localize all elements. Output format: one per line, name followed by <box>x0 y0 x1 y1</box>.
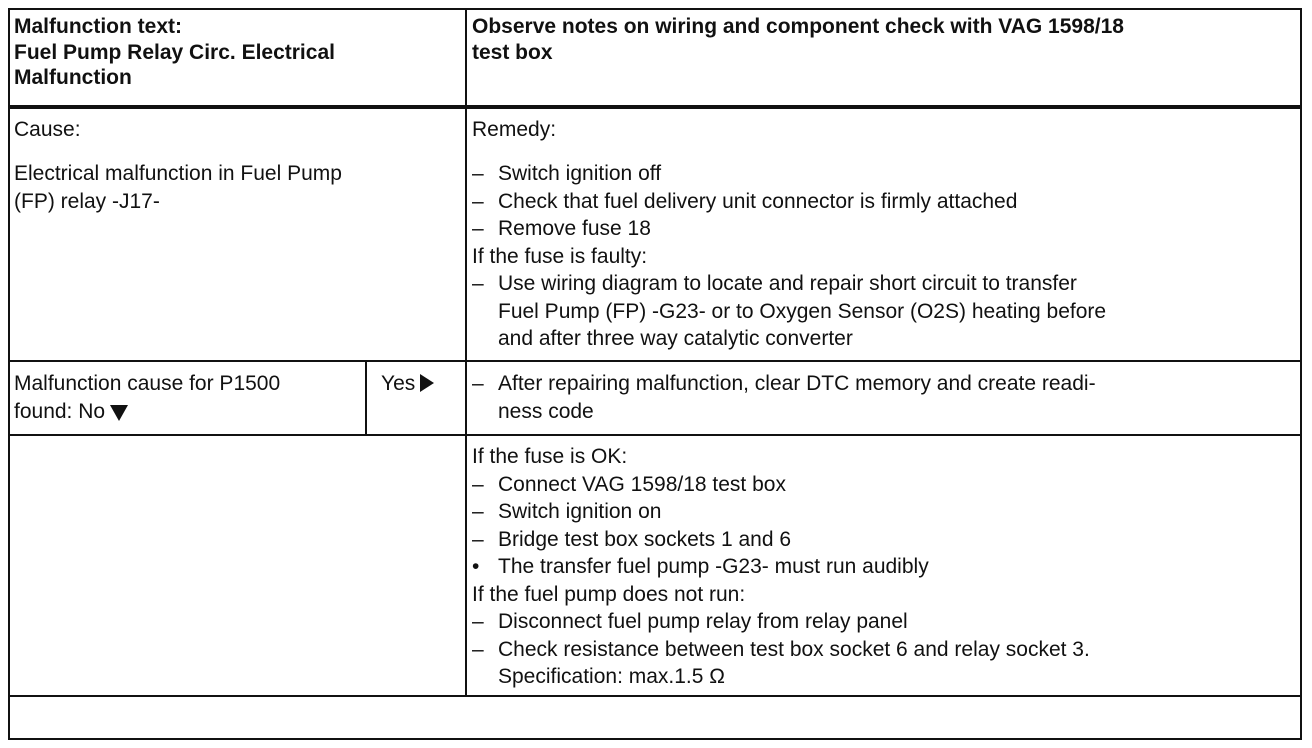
remedy-label: Remedy: <box>472 118 557 141</box>
table-border-top <box>8 8 1302 10</box>
arrow-right-icon <box>420 374 434 392</box>
step-text: Disconnect fuel pump relay from relay panel <box>498 610 908 633</box>
step-text: Remove fuse 18 <box>498 217 651 240</box>
fuse-ok-cell <box>472 443 1090 691</box>
relay-step-list <box>472 608 1090 691</box>
step-text: Bridge test box sockets 1 and 6 <box>498 527 792 551</box>
list-item <box>472 160 1106 188</box>
cause-label: Cause: <box>14 118 81 141</box>
list-item <box>472 608 1090 636</box>
table-border-left <box>8 8 10 740</box>
check-text: The transfer fuel pump -G23- must run audibly <box>498 555 929 578</box>
list-item <box>472 471 1090 499</box>
specification-text: Specification: max.1.5 Ω <box>498 665 725 688</box>
header-right-line: test box <box>472 40 553 64</box>
list-item <box>472 270 1106 353</box>
step-text: Connect VAG 1598/18 test box <box>498 472 786 496</box>
fuse-ok-condition: If the fuse is OK: <box>472 445 628 468</box>
repair-step-list <box>472 270 1106 353</box>
dash-marker: – <box>472 372 484 395</box>
step-text: Use wiring diagram to locate and repair short circuit to transfer <box>498 272 1077 295</box>
list-item <box>472 215 1106 243</box>
cause-description <box>14 160 342 215</box>
step-text: Switch ignition on <box>498 500 662 523</box>
list-item <box>472 188 1106 216</box>
fuse-faulty-condition: If the fuse is faulty: <box>472 244 648 268</box>
step-text: Fuel Pump (FP) -G23- or to Oxygen Sensor (O2S) heating before <box>498 299 1107 323</box>
header-separator <box>8 105 1302 109</box>
header-left-line: Malfunction text: <box>14 15 182 38</box>
column-divider <box>465 8 467 697</box>
dash-marker: – <box>472 527 484 551</box>
header-left-line: Fuel Pump Relay Circ. Electrical <box>14 40 335 64</box>
dash-marker: – <box>472 610 484 633</box>
list-item <box>472 553 1090 581</box>
table-border-bottom <box>8 738 1302 740</box>
test-step-list <box>472 471 1090 581</box>
step-text: Switch ignition off <box>498 162 662 185</box>
found-remedy-list <box>472 370 1096 425</box>
observe-notes-header <box>472 14 1124 65</box>
row-separator-1 <box>8 360 1302 362</box>
found-no-text: found: No <box>14 399 106 423</box>
header-left-line: Malfunction <box>14 66 132 89</box>
pump-not-run-condition: If the fuel pump does not run: <box>472 582 746 606</box>
row-separator-2 <box>8 434 1302 436</box>
list-item <box>472 498 1090 526</box>
table-border-right <box>1300 8 1302 740</box>
malfunction-found-cell <box>14 370 280 425</box>
yes-label: Yes <box>381 372 416 395</box>
found-line <box>14 398 280 426</box>
dash-marker: – <box>472 217 484 240</box>
cause-cell <box>14 116 81 144</box>
malfunction-text-header <box>14 14 335 91</box>
list-item <box>472 526 1090 554</box>
yes-cell <box>381 370 434 398</box>
remedy-steps <box>472 160 1106 353</box>
cause-line: (FP) relay -J17- <box>14 189 160 213</box>
yes-cell-divider <box>365 360 367 436</box>
remedy-step-list <box>472 160 1106 243</box>
step-text: Check that fuel delivery unit connector is firmly attached <box>498 189 1018 213</box>
row-separator-3 <box>8 695 1302 697</box>
dash-marker: – <box>472 500 484 523</box>
dash-marker: – <box>472 472 484 496</box>
step-text: ness code <box>498 399 594 423</box>
header-right-line: Observe notes on wiring and component check with VAG 1598/18 <box>472 15 1124 38</box>
arrow-down-icon <box>110 405 128 421</box>
step-text: and after three way catalytic converter <box>498 327 853 350</box>
found-remedy-cell <box>472 370 1096 425</box>
dash-marker: – <box>472 272 484 295</box>
found-line: Malfunction cause for P1500 <box>14 372 281 395</box>
dash-marker: – <box>472 162 484 185</box>
dash-marker: – <box>472 189 484 213</box>
bullet-marker: • <box>472 555 480 578</box>
step-text: Check resistance between test box socket 6 and relay socket 3. <box>498 637 1090 661</box>
step-text: After repairing malfunction, clear DTC memory and create readi- <box>498 372 1096 395</box>
list-item <box>472 636 1090 691</box>
cause-line: Electrical malfunction in Fuel Pump <box>14 162 342 185</box>
list-item <box>472 370 1096 425</box>
remedy-label-cell <box>472 116 556 144</box>
dash-marker: – <box>472 637 484 661</box>
